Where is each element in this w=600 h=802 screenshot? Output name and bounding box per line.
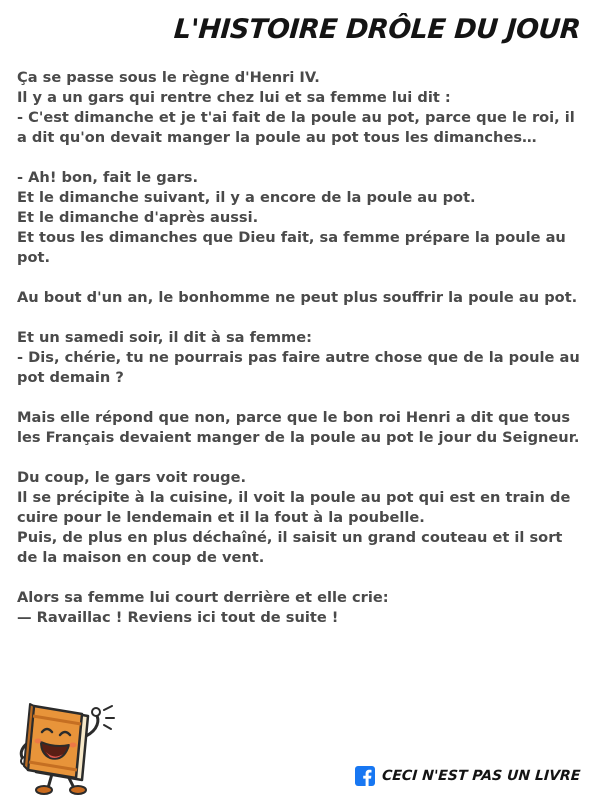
brand-name: CECI N'EST PAS UN LIVRE xyxy=(381,768,581,784)
story-paragraph xyxy=(17,68,587,148)
story-line: Au bout d'un an, le bonhomme ne peut plus souffrir la poule au pot. xyxy=(17,289,578,306)
story-line: Et tous les dimanches que Dieu fait, sa femme prépare la poule au pot. xyxy=(17,229,566,266)
story-line: Il y a un gars qui rentre chez lui et sa femme lui dit : xyxy=(17,89,451,106)
story-line: Et le dimanche suivant, il y a encore de la poule au pot. xyxy=(17,189,476,206)
story-line: Alors sa femme lui court derrière et elle crie: xyxy=(17,589,389,606)
story-paragraph xyxy=(17,328,587,388)
story-paragraph xyxy=(17,408,587,448)
story-line: Et un samedi soir, il dit à sa femme: xyxy=(17,329,312,346)
book-mascot-illustration xyxy=(8,694,120,798)
story-line: Ça se passe sous le règne d'Henri IV. xyxy=(17,69,320,86)
story-paragraph xyxy=(17,168,587,268)
story-line: Mais elle répond que non, parce que le bon roi Henri a dit que tous les Français devaient manger de la poule au pot le jour du Seigneur. xyxy=(17,409,580,446)
story-line: Et le dimanche d'après aussi. xyxy=(17,209,259,226)
story-paragraph xyxy=(17,588,587,628)
story-line: Puis, de plus en plus déchaîné, il saisit un grand couteau et il sort de la maison en coup de vent. xyxy=(17,529,563,566)
page-title: L'HISTOIRE DRÔLE DU JOUR xyxy=(172,14,582,45)
footer-brand[interactable] xyxy=(355,766,580,786)
story-paragraph xyxy=(17,468,587,568)
story-line: Du coup, le gars voit rouge. xyxy=(17,469,247,486)
story-text xyxy=(17,68,587,648)
story-paragraph xyxy=(17,288,587,308)
story-line: - C'est dimanche et je t'ai fait de la poule au pot, parce que le roi, il a dit qu'on devait manger la poule au pot tous les dimanches… xyxy=(17,109,575,146)
story-line: Il se précipite à la cuisine, il voit la poule au pot qui est en train de cuire pour le lendemain et il la fout à la poubelle. xyxy=(17,489,571,526)
facebook-icon xyxy=(355,766,375,786)
story-line: - Dis, chérie, tu ne pourrais pas faire autre chose que de la poule au pot demain ? xyxy=(17,349,580,386)
book-mascot-icon xyxy=(8,694,120,798)
story-line: - Ah! bon, fait le gars. xyxy=(17,169,199,186)
story-line: — Ravaillac ! Reviens ici tout de suite ! xyxy=(17,609,339,626)
